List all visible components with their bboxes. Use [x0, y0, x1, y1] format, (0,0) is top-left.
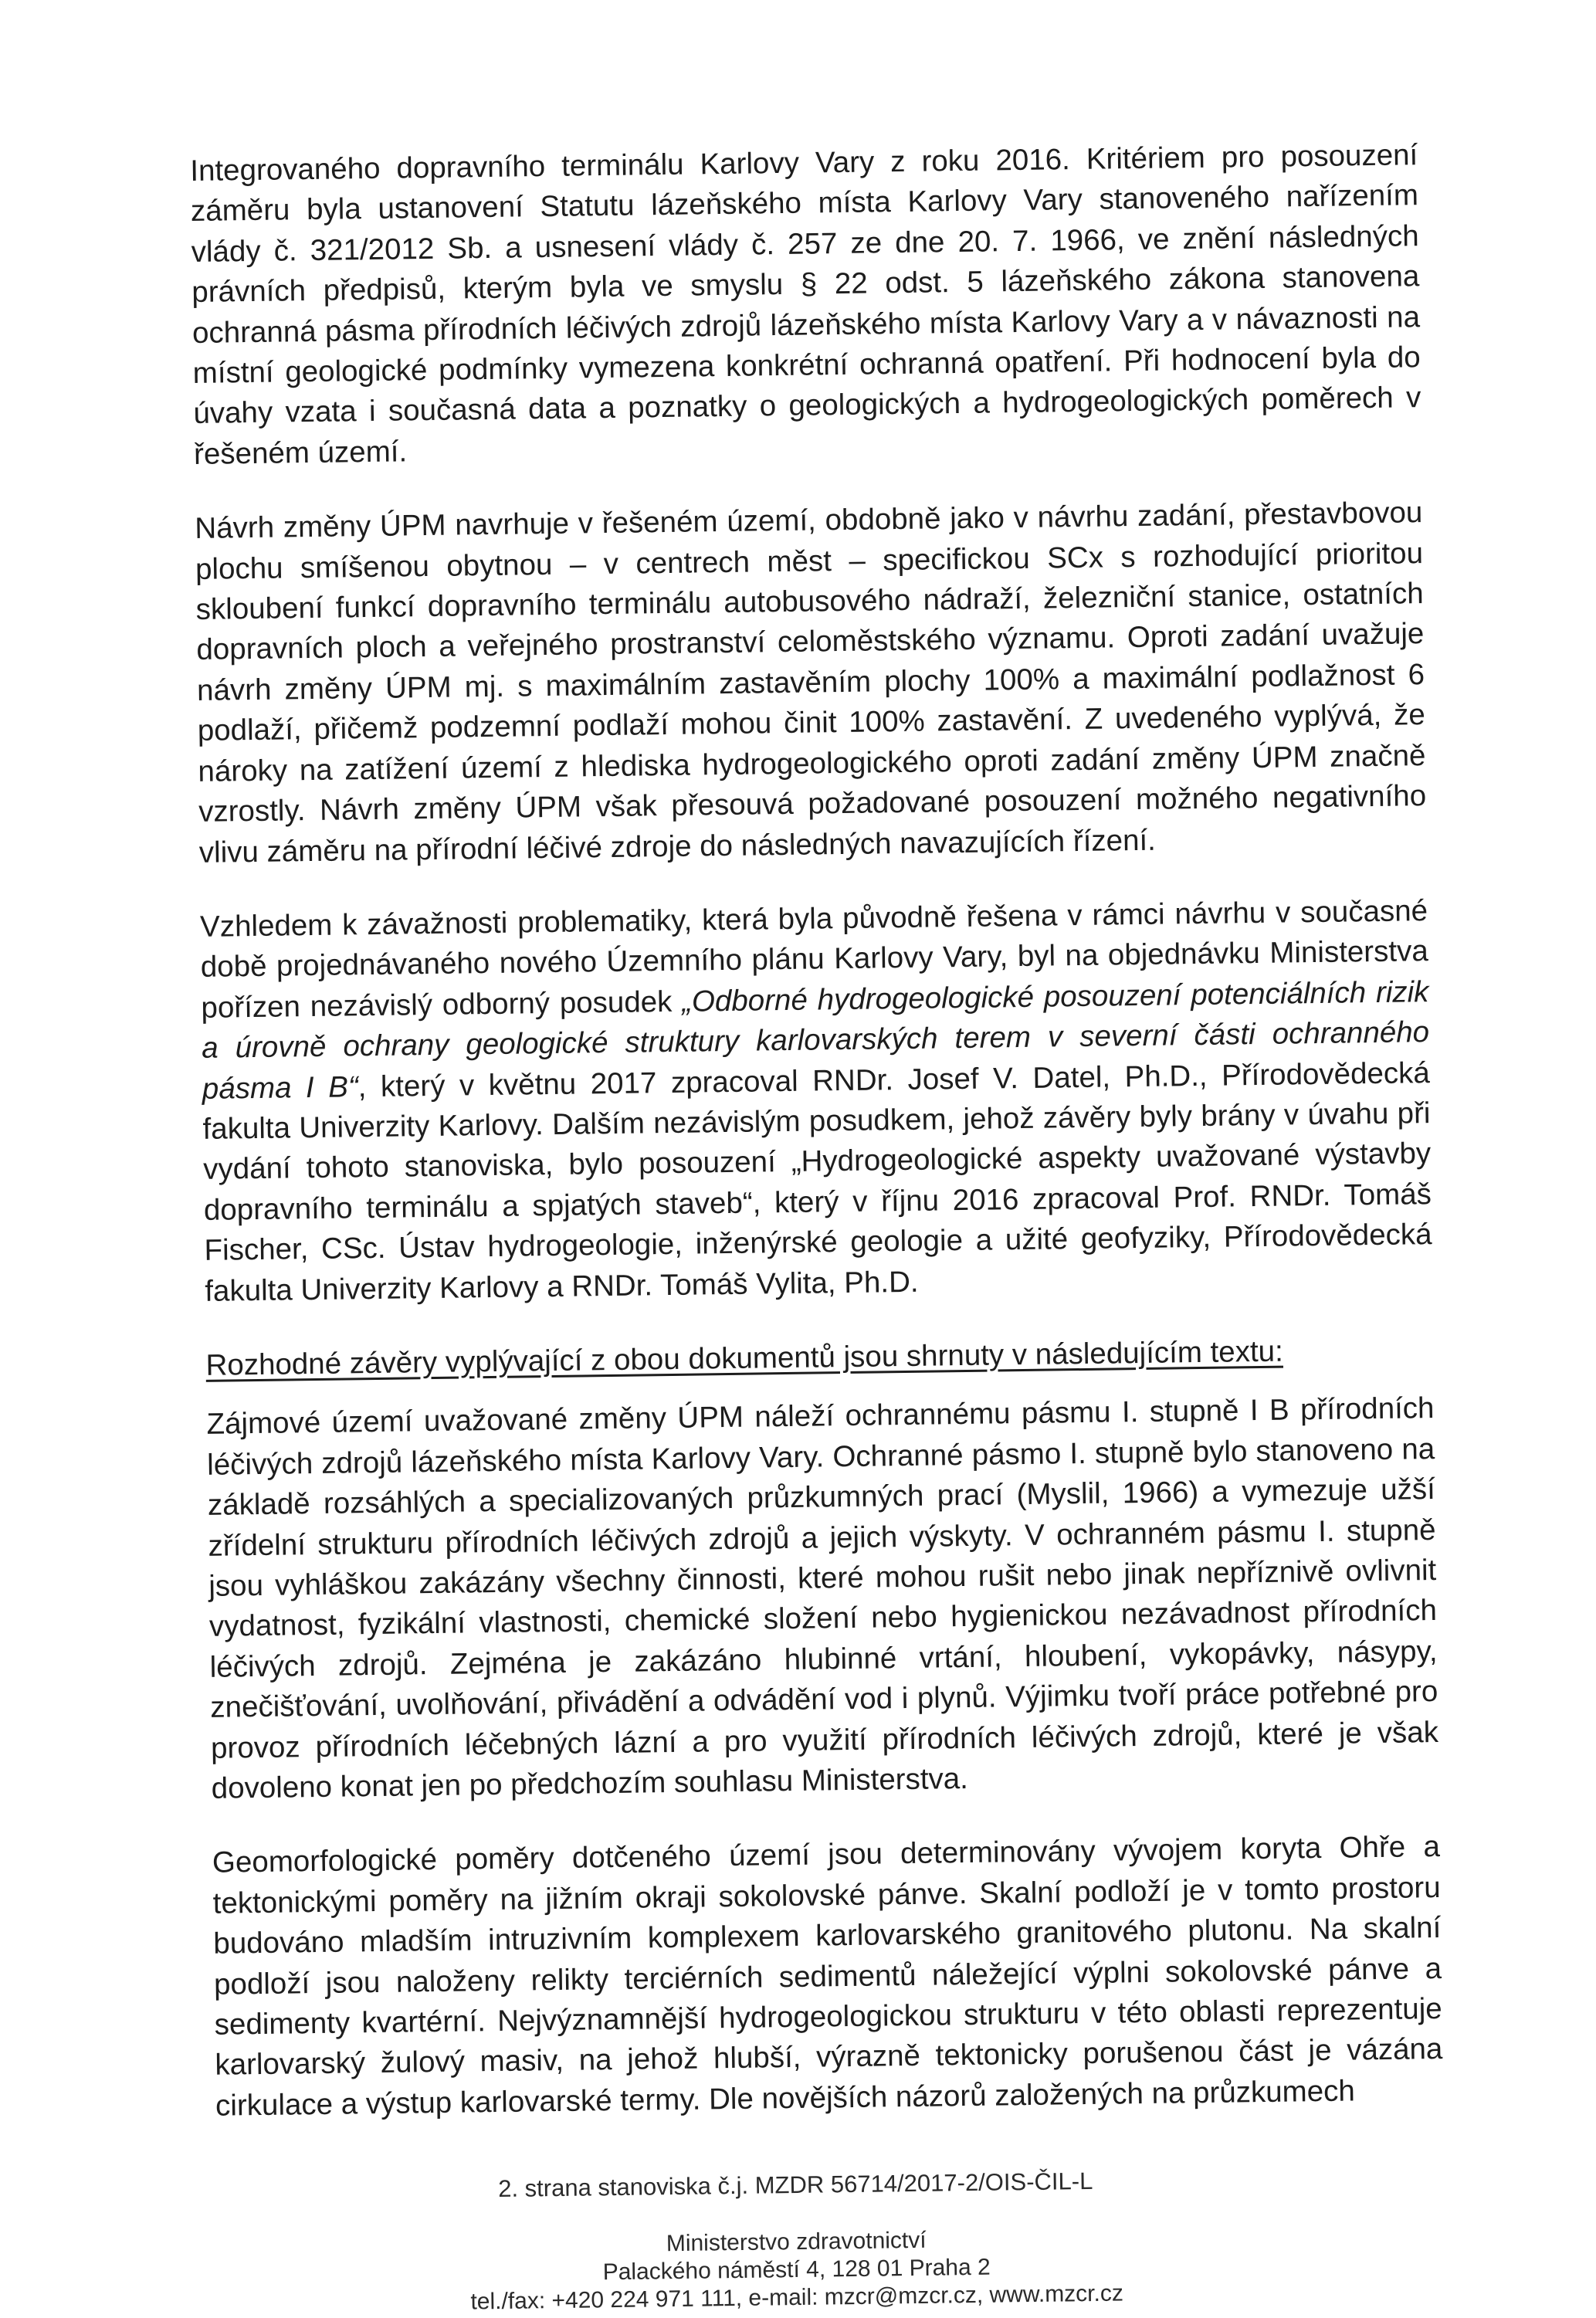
paragraph-protection-zone: Zájmové území uvažované změny ÚPM náleží ochrannému pásmu I. stupně I B přírodních léčivých zdrojů lázeňského místa Karlovy Vary. Ochranné pásmo I. stupně bylo stanoveno na základě rozsáhlých a specializovaných průzkumných prací (Myslil, 1966) a vymezuje užší zřídelní strukturu přírodních léčivých zdrojů a jejich výskyty. V ochranném pásmu I. stupně jsou vyhláškou zakázány všechny činnosti, které mohou rušit nebo jinak nepříznivě ovlivnit vydatnost, fyzikální vlastnosti, chemické složení nebo hygienickou nezávadnost přírodních léčivých zdrojů. Zejména je zakázáno hlubinné vrtání, hloubení, vykopávky, násypy, znečišťování, uvolňování, přivádění a odvádění vod i plynů. Výjimku tvoří práce potřebné pro provoz přírodních léčebných lázní a pro využití přírodních léčivých zdrojů, které je však dovoleno konat jen po předchozím souhlasu Ministerstva.	[206, 1391, 1439, 1805]
expert-reports-text-b: , který v květnu 2017 zpracoval RNDr. Josef V. Datel, Ph.D., Přírodovědecká fakulta Univerzity Karlovy. Dalším nezávislým posudkem, jehož závěry byly brány v úvahu při vydání tohoto stanoviska, bylo posouzení „Hydrogeologické aspekty uvažované výstavby dopravního terminálu a spjatých staveb“, který v říjnu 2016 zpracoval Prof. RNDr. Tomáš Fischer, CSc. Ústav hydrogeologie, inženýrské geologie a užité geofyziky, Přírodovědecká fakulta Univerzity Karlovy a RNDr. Tomáš Vylita, Ph.D.	[202, 1056, 1432, 1308]
paragraph-geomorphology: Geomorfologické poměry dotčeného území jsou determinovány vývojem koryta Ohře a tektonickými poměry na jižním okraji sokolovské pánve. Skalní podloží je v tomto prostoru budováno mladším intruzivním komplexem karlovarského granitového plutonu. Na skalní podloží jsou naloženy relikty terciérních sedimentů náležející výplni sokolovské pánve a sedimenty kvartérní. Nejvýznamnější hydrogeologickou strukturu v této oblasti reprezentuje karlovarský žulový masiv, na jehož hlubší, výrazně tektonicky porušenou část je vázána cirkulace a výstup karlovarské termy. Dle novějších názorů založených na průzkumech	[212, 1830, 1443, 2123]
paragraph-terminal-assessment: Integrovaného dopravního terminálu Karlovy Vary z roku 2016. Kritériem pro posouzení záměru byla ustanovení Statutu lázeňského místa Karlovy Vary stanoveného nařízením vlády č. 321/2012 Sb. a usnesení vlády č. 257 ze dne 20. 7. 1966, ve znění následných právních předpisů, kterým byla ve smyslu § 22 odst. 5 lázeňského zákona stanovena ochranná pásma přírodních léčivých zdrojů lázeňského místa Karlovy Vary a v návaznosti na místní geologické podmínky vymezena konkrétní ochranná opatření. Při hodnocení byla do úvahy vzata i současná data a poznatky o geologických a hydrogeologických poměrech v řešeném území.	[190, 138, 1421, 471]
conclusions-heading: Rozhodné závěry vyplývající z obou dokumentů jsou shrnuty v následujícím textu:	[205, 1334, 1284, 1382]
expert-reports-text-a: Vzhledem k závažnosti problematiky, která byla původně řešena v rámci návrhu v současné době projednávaného nového Územního plánu Karlovy Vary, byl na objednávku Ministerstva pořízen nezávislý odborný posudek	[199, 894, 1428, 1025]
page-footer	[332, 2164, 1260, 2318]
document-body	[190, 135, 1444, 2160]
report-title: „Odborné hydrogeologické posouzení potenciálních rizik a úrovně ochrany geologické struktury karlovarských terem v severní části ochranného pásma I B“	[201, 974, 1430, 1106]
ministry-name: Ministerstvo zdravotnictví	[666, 2227, 927, 2257]
ministry-contact: tel./fax: +420 224 971 111, e-mail: mzcr@mzcr.cz, www.mzcr.cz	[470, 2280, 1124, 2315]
paragraph-upm-change-proposal: Návrh změny ÚPM navrhuje v řešeném území, obdobně jako v návrhu zadání, přestavbovou plochu smíšenou obytnou – v centrech měst – specifickou SCx s rozhodující prioritou skloubení funkcí dopravního terminálu autobusového nádraží, železniční stanice, ostatních dopravních ploch a veřejného prostranství celoměstského významu. Oproti zadání uvažuje návrh změny ÚPM mj. s maximálním zastavěním plochy 100% a maximální podlažnost 6 podlaží, přičemž podzemní podlaží mohou činit 100% zastavění. Z uvedeného vyplývá, že nároky na zatížení území z hlediska hydrogeologického oproti zadání změny ÚPM značně vzrostly. Návrh změny ÚPM však přesouvá požadované posouzení možného negativního vlivu záměru na přírodní léčivé zdroje do následných navazujících řízení.	[195, 496, 1427, 869]
paragraph-expert-reports	[200, 891, 1433, 1312]
ministry-address: Palackého náměstí 4, 128 01 Praha 2	[602, 2254, 991, 2286]
page-reference: 2. strana stanoviska č.j. MZDR 56714/2017-2/OIS-ČIL-L	[497, 2167, 1093, 2203]
